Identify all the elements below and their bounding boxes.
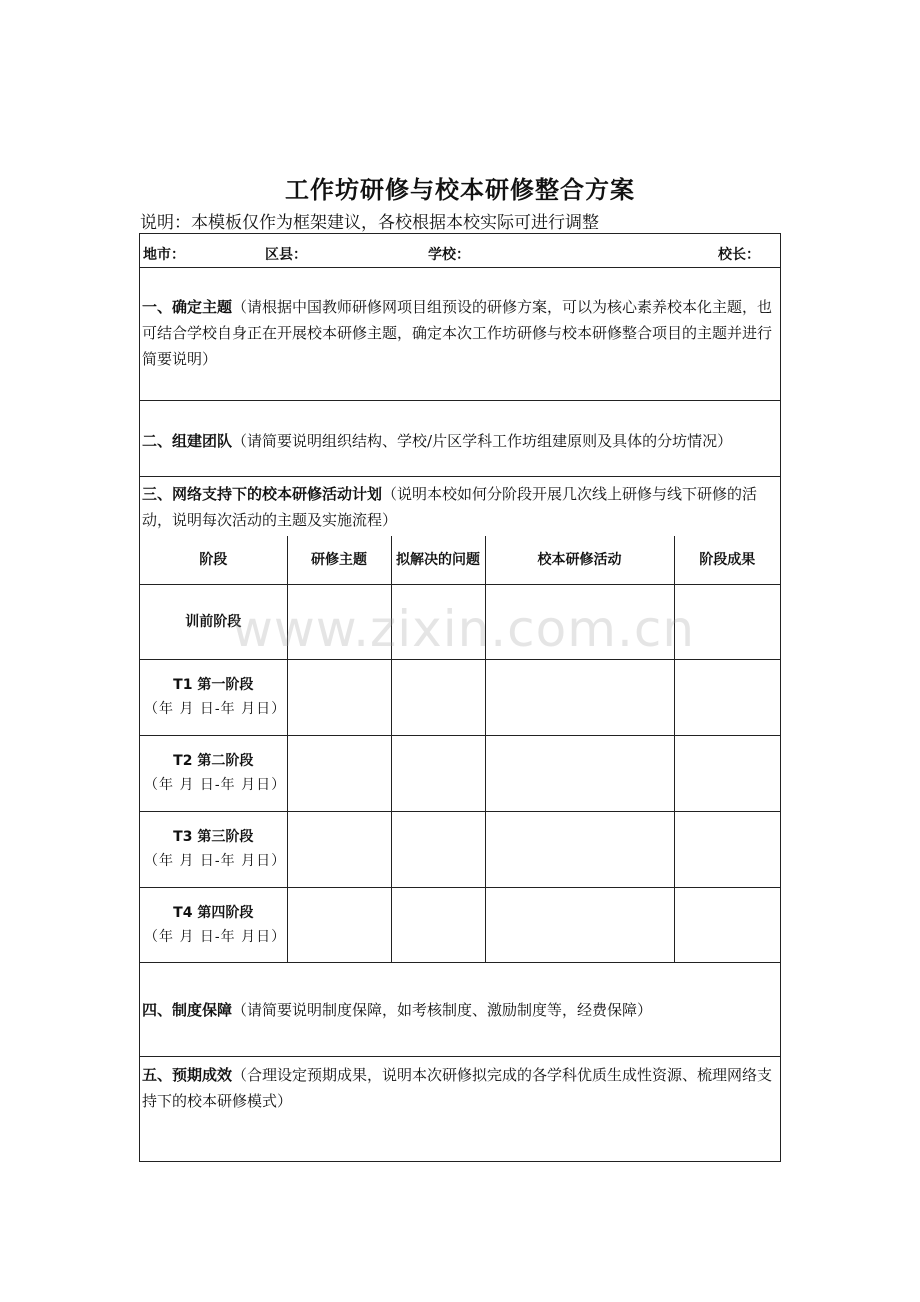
stage-name: T3 第三阶段 (173, 829, 254, 845)
col-stage: 阶段 (140, 536, 287, 584)
problem-cell[interactable] (391, 887, 485, 962)
section-outcome (140, 1057, 780, 1161)
activity-cell[interactable] (485, 811, 674, 887)
stage-cell (140, 735, 287, 811)
section-plan-body: （说明本校如何分阶段开展几次线上研修与线下研修的活动，说明每次活动的主题及实施流程） (142, 485, 758, 529)
col-activity: 校本研修活动 (485, 536, 674, 584)
stage-date: （年 月 日-年 月日） (144, 777, 287, 793)
table-row (140, 735, 780, 811)
stage-name: 训前阶段 (185, 613, 242, 630)
topic-cell[interactable] (287, 659, 391, 735)
problem-cell[interactable] (391, 584, 485, 659)
stage-cell (140, 887, 287, 962)
section-topic (140, 268, 780, 401)
city-label: 地市： (143, 247, 185, 263)
col-problem: 拟解决的问题 (391, 536, 485, 584)
section-topic-body: （请根据中国教师研修网项目组预设的研修方案，可以为核心素养校本化主题，也可结合学校自身正在开展校本研修主题，确定本次工作坊研修与校本研修整合项目的主题并进行简要说明） (142, 298, 773, 368)
table-row (140, 584, 780, 659)
result-cell[interactable] (674, 887, 780, 962)
result-cell[interactable] (674, 735, 780, 811)
activity-cell[interactable] (485, 887, 674, 962)
plan-form (139, 233, 781, 1162)
section-team-body: （请简要说明组织结构、学校/片区学科工作坊组建原则及具体的分坊情况） (232, 432, 733, 450)
col-topic: 研修主题 (287, 536, 391, 584)
result-cell[interactable] (674, 811, 780, 887)
section-plan (140, 477, 780, 536)
school-label: 学校： (428, 247, 470, 263)
section-guarantee-heading: 四、制度保障 (142, 1001, 233, 1019)
principal-label: 校长： (718, 247, 760, 263)
problem-cell[interactable] (391, 735, 485, 811)
activity-cell[interactable] (485, 659, 674, 735)
result-cell[interactable] (674, 659, 780, 735)
watermark: www.zixin.com.cn (232, 600, 696, 658)
topic-cell[interactable] (287, 735, 391, 811)
topic-cell[interactable] (287, 887, 391, 962)
info-row (140, 234, 780, 268)
stage-name: T1 第一阶段 (173, 677, 254, 693)
table-row (140, 811, 780, 887)
stage-cell (140, 659, 287, 735)
stage-date: （年 月 日-年 月日） (144, 853, 287, 869)
stage-date: （年 月 日-年 月日） (144, 928, 287, 945)
section-outcome-body: （合理设定预期成果，说明本次研修拟完成的各学科优质生成性资源、梳理网络支持下的校本研修模式） (142, 1066, 773, 1110)
section-guarantee-body: （请简要说明制度保障，如考核制度、激励制度等，经费保障） (232, 1001, 653, 1019)
topic-cell[interactable] (287, 584, 391, 659)
topic-cell[interactable] (287, 811, 391, 887)
document-title: 工作坊研修与校本研修整合方案 (285, 176, 635, 204)
stage-table (140, 536, 780, 963)
problem-cell[interactable] (391, 659, 485, 735)
template-note: 说明：本模板仅作为框架建议，各校根据本校实际可进行调整 (140, 213, 599, 233)
section-outcome-heading: 五、预期成效 (142, 1066, 233, 1084)
section-topic-heading: 一、确定主题 (142, 298, 233, 316)
stage-date: （年 月 日-年 月日） (144, 701, 287, 717)
section-guarantee (140, 962, 780, 1057)
table-row (140, 659, 780, 735)
county-label: 区县： (265, 247, 307, 263)
section-team-heading: 二、组建团队 (142, 432, 233, 450)
result-cell[interactable] (674, 584, 780, 659)
stage-name: T2 第二阶段 (173, 753, 254, 769)
section-plan-heading: 三、网络支持下的校本研修活动计划 (142, 485, 383, 503)
section-team (140, 401, 780, 477)
problem-cell[interactable] (391, 811, 485, 887)
activity-cell[interactable] (485, 584, 674, 659)
activity-cell[interactable] (485, 735, 674, 811)
col-result: 阶段成果 (674, 536, 780, 584)
table-header-row (140, 536, 780, 584)
table-row (140, 887, 780, 962)
stage-name: T4 第四阶段 (173, 904, 254, 921)
stage-cell (140, 811, 287, 887)
stage-cell (140, 584, 287, 659)
